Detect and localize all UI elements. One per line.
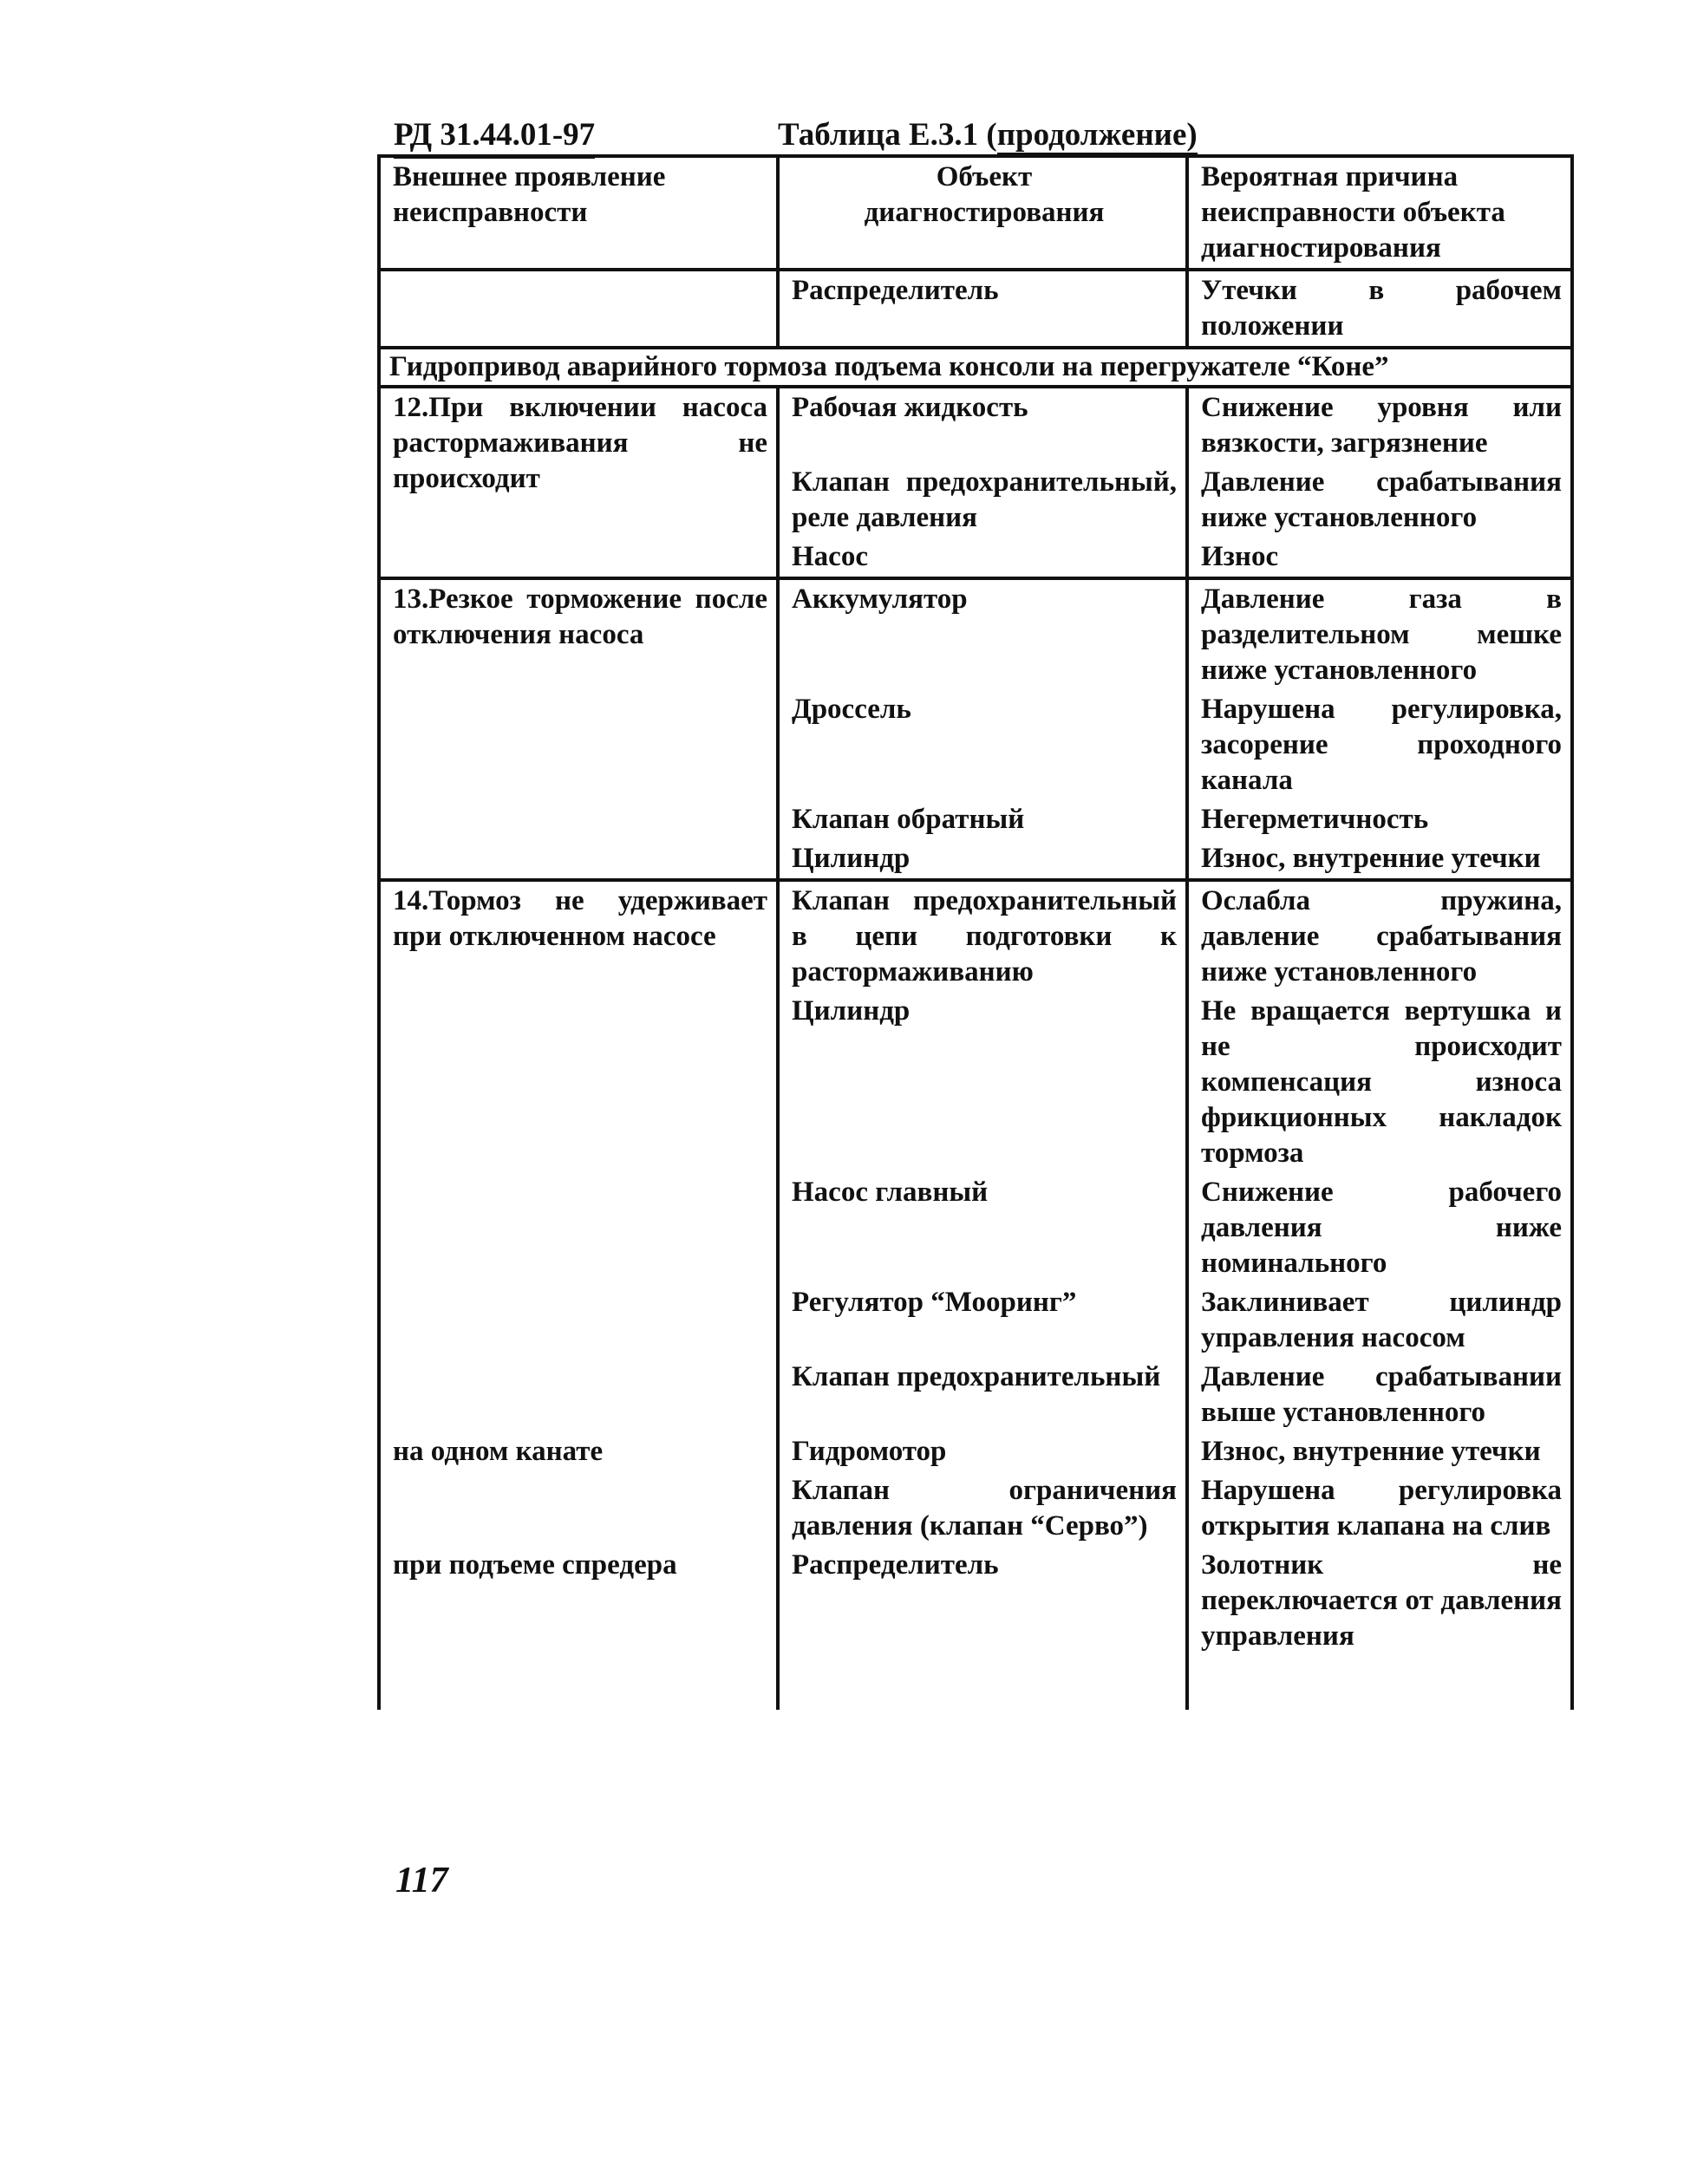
object-cell: Регулятор “Мооринг” — [778, 1283, 1187, 1358]
symptom-cell — [379, 1471, 778, 1546]
object-cell: Клапан предохранительный в цепи подготовки к растормаживанию — [778, 880, 1187, 992]
object-cell: Распределитель — [778, 1546, 1187, 1656]
cause-cell: Утечки в рабочем положении — [1187, 270, 1572, 348]
object-cell: Насос — [778, 538, 1187, 578]
object-cell: Клапан обратный — [778, 800, 1187, 839]
document-header — [394, 114, 1582, 156]
symptom-cell: 13.Резкое торможение после отключения насоса — [379, 578, 778, 880]
object-cell: Насос главный — [778, 1173, 1187, 1283]
symptom-cell — [379, 1283, 778, 1358]
table-continuation-row — [379, 1656, 1572, 1710]
page-number: 117 — [395, 1861, 448, 1900]
cause-cell: Износ — [1187, 538, 1572, 578]
table-row — [379, 578, 1572, 690]
cause-cell: Негерметичность — [1187, 800, 1572, 839]
object-cell: Клапан предохранительный, реле давления — [778, 463, 1187, 538]
table-row — [379, 270, 1572, 348]
symptom-cell: при подъеме спредера — [379, 1546, 778, 1656]
cause-cell: Износ, внутренние утечки — [1187, 1432, 1572, 1471]
column-header-cause: Вероятная причина неисправности объекта диагностирования — [1187, 156, 1572, 270]
table-header-row — [379, 156, 1572, 270]
section-row — [379, 348, 1572, 387]
table-caption — [778, 114, 1198, 156]
table-row — [379, 1546, 1572, 1656]
cause-cell: Снижение рабочего давления ниже номинального — [1187, 1173, 1572, 1283]
column-header-object: Объект диагностирования — [778, 156, 1187, 270]
cause-cell: Ослабла пружина, давление срабатывания ниже установленного — [1187, 880, 1572, 992]
cause-cell: Давление срабатывания ниже установленного — [1187, 463, 1572, 538]
section-title: Гидропривод аварийного тормоза подъема консоли на перегружателе “Коне” — [379, 348, 1572, 387]
object-cell: Аккумулятор — [778, 578, 1187, 690]
table-row — [379, 1283, 1572, 1358]
cause-cell: Золотник не переключается от давления управления — [1187, 1546, 1572, 1656]
cause-cell: Давление газа в разделительном мешке ниже установленного — [1187, 578, 1572, 690]
cause-cell: Давление срабатывании выше установленного — [1187, 1358, 1572, 1432]
table-row — [379, 1432, 1572, 1471]
symptom-cell — [379, 270, 778, 348]
object-cell: Гидромотор — [778, 1432, 1187, 1471]
symptom-cell: на одном канате — [379, 1432, 778, 1471]
symptom-cell — [379, 992, 778, 1173]
object-cell: Клапан ограничения давления (клапан “Серво”) — [778, 1471, 1187, 1546]
object-cell: Клапан предохранительный — [778, 1358, 1187, 1432]
cause-cell: Не вращается вертушка и не происходит компенсация износа фрикционных накладок тормоза — [1187, 992, 1572, 1173]
column-header-symptom: Внешнее проявление неисправности — [379, 156, 778, 270]
cause-cell: Снижение уровня или вязкости, загрязнение — [1187, 387, 1572, 463]
table-caption-main: Таблица Е.3.1 ( — [778, 117, 997, 153]
table-row — [379, 387, 1572, 463]
object-cell: Дроссель — [778, 690, 1187, 800]
table-caption-continuation: продолжение) — [997, 117, 1198, 155]
object-cell: Цилиндр — [778, 839, 1187, 880]
cause-cell: Износ, внутренние утечки — [1187, 839, 1572, 880]
cause-cell: Заклинивает цилиндр управления насосом — [1187, 1283, 1572, 1358]
symptom-cell: 14.Тормоз не удерживает при отключенном насосе — [379, 880, 778, 992]
table-row — [379, 1173, 1572, 1283]
cause-cell: Нарушена регулировка, засорение проходного канала — [1187, 690, 1572, 800]
cause-cell: Нарушена регулировка открытия клапана на слив — [1187, 1471, 1572, 1546]
symptom-cell — [379, 1358, 778, 1432]
symptom-cell — [379, 1173, 778, 1283]
object-cell: Цилиндр — [778, 992, 1187, 1173]
table-row — [379, 992, 1572, 1173]
object-cell: Распределитель — [778, 270, 1187, 348]
object-cell: Рабочая жидкость — [778, 387, 1187, 463]
table-row — [379, 880, 1572, 992]
diagnostics-table — [377, 154, 1574, 1710]
document-code: РД 31.44.01-97 — [394, 114, 595, 159]
table-row — [379, 1471, 1572, 1546]
table-row — [379, 1358, 1572, 1432]
symptom-cell: 12.При включении насоса растормаживания не происходит — [379, 387, 778, 578]
